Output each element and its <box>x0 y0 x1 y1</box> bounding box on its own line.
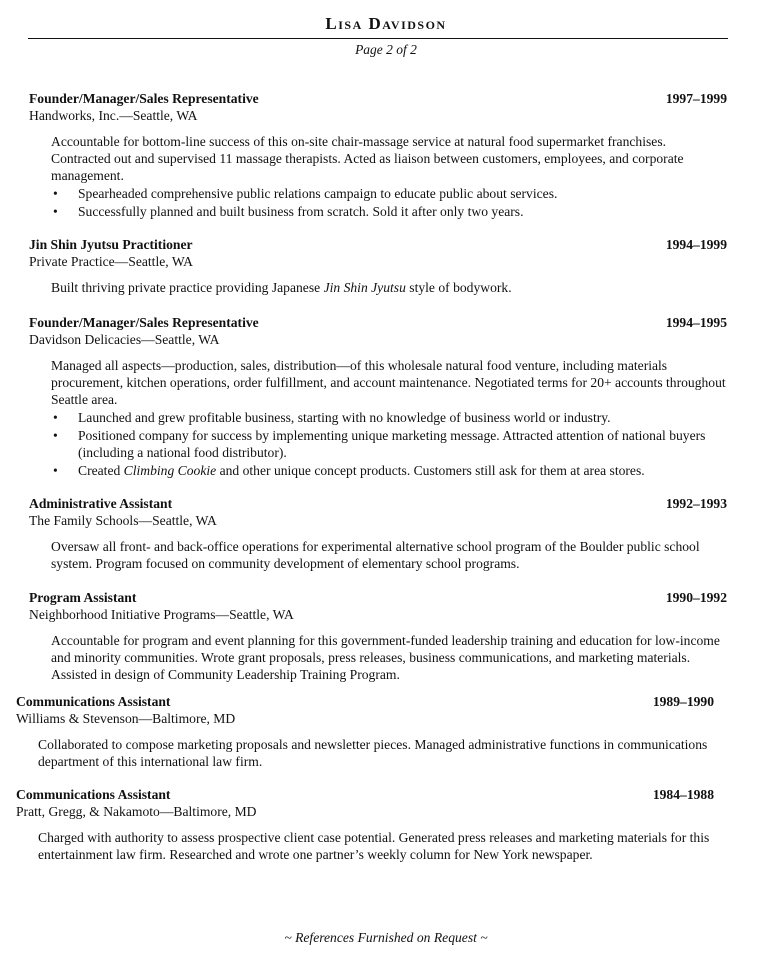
list-item: • Launched and grew profitable business, starting with no knowledge of business world or industry. <box>53 410 611 425</box>
job-title: Program Assistant <box>29 590 137 605</box>
bullet-icon: • <box>53 204 58 219</box>
list-item: • Created Climbing Cookie and other unique concept products. Customers still ask for them at area stores. <box>53 463 645 478</box>
page-number: Page 2 of 2 <box>355 42 417 57</box>
job-entry <box>16 786 714 863</box>
job-description: Oversaw all front- and back-office operations for experimental alternative school program of the Boulder public school system. Program focused on community development of elementary school programs. <box>51 539 700 571</box>
job-bullets <box>51 185 727 220</box>
job-organization: Private Practice—Seattle, WA <box>29 254 193 269</box>
job-title: Founder/Manager/Sales Representative <box>29 315 259 330</box>
job-organization: Neighborhood Initiative Programs—Seattle, WA <box>29 607 294 622</box>
job-organization: Williams & Stevenson—Baltimore, MD <box>16 711 236 726</box>
job-title: Communications Assistant <box>16 694 171 709</box>
job-title: Administrative Assistant <box>29 496 173 511</box>
job-years: 1994–1999 <box>665 237 727 252</box>
bullet-icon: • <box>53 410 58 425</box>
job-entry <box>29 589 727 683</box>
job-years: 1984–1988 <box>652 787 714 802</box>
job-title: Jin Shin Jyutsu Practitioner <box>29 237 193 252</box>
job-organization: Pratt, Gregg, & Nakamoto—Baltimore, MD <box>16 804 257 819</box>
references-note: ~ References Furnished on Request ~ <box>284 930 488 945</box>
job-bullets <box>51 409 727 479</box>
job-title: Founder/Manager/Sales Representative <box>29 91 259 106</box>
job-description: Managed all aspects—production, sales, distribution—of this wholesale natural food venture, including materials procurement, kitchen operations, order fulfillment, and account maintenance. Negotiated terms for 20+ accounts throughout Seattle area. <box>51 358 726 407</box>
list-item: • Positioned company for success by implementing unique marketing message. Attracted attention of national buyers (including a national food distributor). <box>53 428 706 460</box>
candidate-name: Lisa Davidson <box>325 14 447 33</box>
job-years: 1990–1992 <box>665 590 727 605</box>
job-description: Built thriving private practice providing Japanese Jin Shin Jyutsu style of bodywork. <box>51 280 512 295</box>
job-entry <box>29 495 727 572</box>
job-years: 1992–1993 <box>665 496 727 511</box>
job-entry <box>29 314 727 479</box>
job-description: Accountable for program and event planning for this government-funded leadership training and education for low-income and minority communities. Wrote grant proposals, press releases, business communications, and marketing materials. Assisted in design of Community Leadership Training Program. <box>51 633 720 682</box>
job-years: 1997–1999 <box>665 91 727 106</box>
job-entry <box>16 693 714 770</box>
header-rule <box>28 38 728 39</box>
job-description: Accountable for bottom-line success of this on-site chair-massage service at natural food supermarket franchises. Contracted out and supervised 11 massage therapists. Acted as liaison between customers, employees, and corporate management. <box>51 134 684 183</box>
job-years: 1994–1995 <box>665 315 727 330</box>
bullet-icon: • <box>53 186 58 201</box>
bullet-icon: • <box>53 428 58 443</box>
bullet-icon: • <box>53 463 58 478</box>
job-entry <box>29 90 727 220</box>
job-years: 1989–1990 <box>652 694 714 709</box>
job-description: Charged with authority to assess prospective client case potential. Generated press releases and marketing materials for this entertainment law firm. Researched and wrote one partner’s weekly column for New York newspaper. <box>38 830 710 862</box>
resume-header <box>0 14 772 34</box>
job-organization: Davidson Delicacies—Seattle, WA <box>29 332 220 347</box>
job-description: Collaborated to compose marketing proposals and newsletter pieces. Managed administrative functions in communications department of this international law firm. <box>38 737 708 769</box>
list-item: • Spearheaded comprehensive public relations campaign to educate public about services. <box>53 186 558 201</box>
job-organization: The Family Schools—Seattle, WA <box>29 513 217 528</box>
job-title: Communications Assistant <box>16 787 171 802</box>
job-entry <box>29 236 727 296</box>
job-organization: Handworks, Inc.—Seattle, WA <box>29 108 198 123</box>
list-item: • Successfully planned and built business from scratch. Sold it after only two years. <box>53 204 524 219</box>
